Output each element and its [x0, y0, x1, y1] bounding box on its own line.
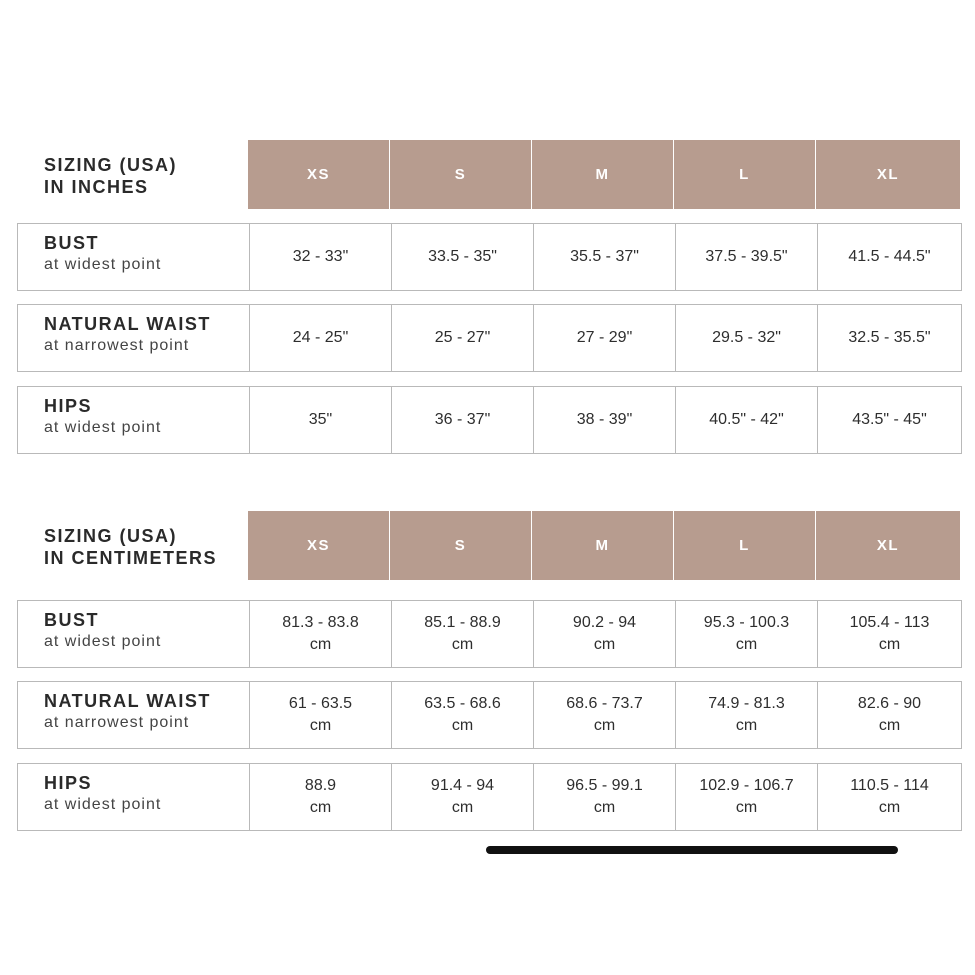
row-natural-waist [17, 304, 962, 372]
size-m-header: M [532, 511, 674, 580]
value-xl: 82.6 - 90 cm [857, 695, 922, 734]
value-s: 85.1 - 88.9 cm [392, 601, 534, 667]
value-xs: 81.3 - 83.8 cm [250, 601, 392, 667]
title-line-1: SIZING (USA) [44, 526, 177, 546]
value-xl: 43.5" - 45" [852, 411, 927, 428]
value-xs: 32 - 33" [250, 224, 392, 290]
table-header-row [0, 511, 975, 580]
measurement-hint: at widest point [44, 256, 162, 273]
row-hips [17, 763, 962, 831]
sizing-table-inches [0, 140, 975, 436]
row-label [18, 387, 250, 453]
value-l: 74.9 - 81.3 cm [676, 682, 818, 748]
value-xl: 110.5 - 114 cm [850, 777, 929, 816]
size-s-header: S [390, 511, 532, 580]
value-l: 29.5 - 32" [676, 305, 818, 371]
value-xs: 88.9 cm [250, 764, 392, 830]
value-m: 90.2 - 94 cm [534, 601, 676, 667]
measurement-hint: at widest point [44, 633, 162, 650]
row-label [18, 305, 250, 371]
measurement-name: NATURAL WAIST [44, 691, 211, 711]
value-xs: 35" [250, 387, 392, 453]
size-header-band [248, 511, 962, 580]
row-bust [17, 600, 962, 668]
measurement-name: BUST [44, 233, 99, 253]
title-line-1: SIZING (USA) [44, 155, 177, 175]
measurement-hint: at narrowest point [44, 714, 190, 731]
value-xl: 32.5 - 35.5" [848, 329, 931, 346]
value-l: 37.5 - 39.5" [676, 224, 818, 290]
measurement-hint: at widest point [44, 796, 162, 813]
size-s-header: S [390, 140, 532, 209]
value-xs: 61 - 63.5 cm [250, 682, 392, 748]
sizing-table-centimeters [0, 511, 975, 816]
size-l-header: L [674, 511, 816, 580]
value-s: 36 - 37" [392, 387, 534, 453]
measurement-name: HIPS [44, 396, 93, 416]
value-m: 27 - 29" [534, 305, 676, 371]
value-l: 40.5" - 42" [676, 387, 818, 453]
row-label [18, 601, 250, 667]
value-xl: 105.4 - 113 cm [849, 614, 930, 653]
measurement-hint: at widest point [44, 419, 162, 436]
value-m: 96.5 - 99.1 cm [534, 764, 676, 830]
row-natural-waist [17, 681, 962, 749]
table-header-row [0, 140, 975, 209]
size-l-header: L [674, 140, 816, 209]
value-xl: 41.5 - 44.5" [848, 248, 931, 265]
value-s: 33.5 - 35" [392, 224, 534, 290]
value-m: 38 - 39" [534, 387, 676, 453]
row-hips [17, 386, 962, 454]
row-label [18, 682, 250, 748]
value-m: 68.6 - 73.7 cm [534, 682, 676, 748]
row-bust [17, 223, 962, 291]
value-xs: 24 - 25" [250, 305, 392, 371]
row-label [18, 764, 250, 830]
value-l: 95.3 - 100.3 cm [676, 601, 818, 667]
measurement-name: BUST [44, 610, 99, 630]
title-line-2: IN INCHES [44, 177, 149, 197]
measurement-hint: at narrowest point [44, 337, 190, 354]
value-s: 91.4 - 94 cm [392, 764, 534, 830]
size-xs-header: XS [248, 140, 390, 209]
measurement-name: NATURAL WAIST [44, 314, 211, 334]
size-m-header: M [532, 140, 674, 209]
value-l: 102.9 - 106.7 cm [676, 764, 818, 830]
size-header-band [248, 140, 962, 209]
table-title [44, 154, 177, 198]
row-label [18, 224, 250, 290]
measurement-name: HIPS [44, 773, 93, 793]
size-xl-header: XL [816, 511, 960, 580]
value-s: 63.5 - 68.6 cm [392, 682, 534, 748]
size-xl-header: XL [816, 140, 960, 209]
value-s: 25 - 27" [392, 305, 534, 371]
table-title [44, 525, 217, 569]
home-indicator-bar[interactable] [486, 846, 898, 854]
value-m: 35.5 - 37" [534, 224, 676, 290]
title-line-2: IN CENTIMETERS [44, 548, 218, 568]
size-xs-header: XS [248, 511, 390, 580]
